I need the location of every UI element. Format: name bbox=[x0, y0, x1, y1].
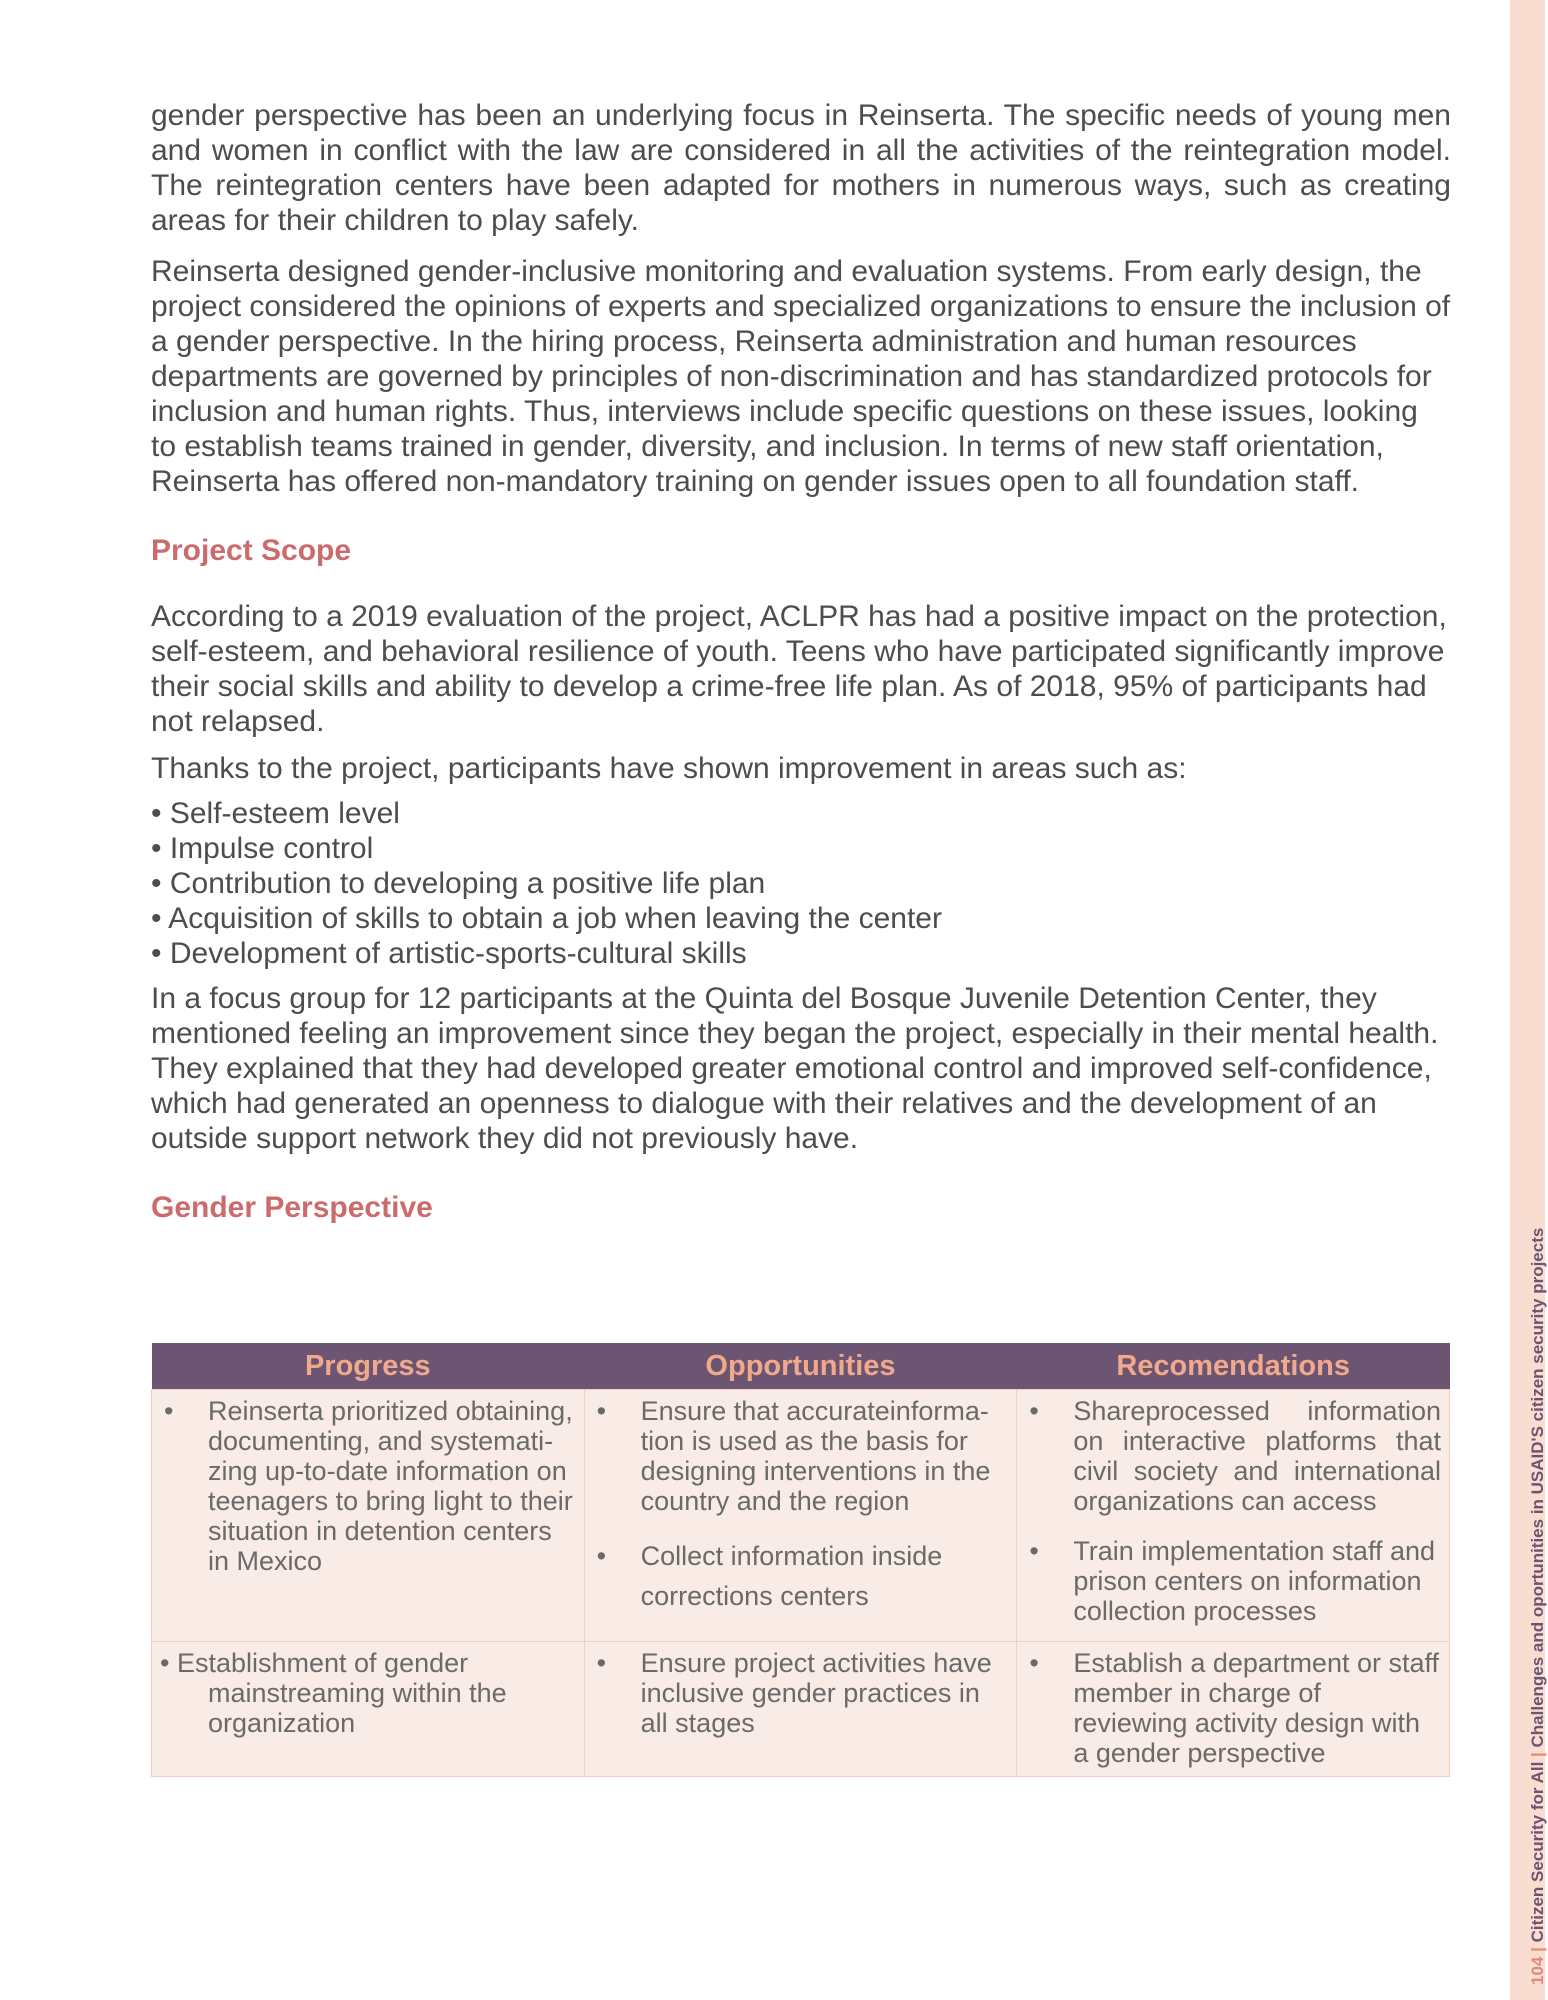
bullet-glyph: • bbox=[596, 1541, 607, 1571]
paragraph-improvement-intro: Thanks to the project, participants have shown improvement in areas such as: bbox=[151, 752, 1187, 785]
bullet-glyph: • bbox=[164, 1396, 174, 1426]
cell-recommendations bbox=[1017, 1390, 1450, 1642]
paragraph-monitoring: Reinserta designed gender-inclusive monitoring and evaluation systems. From early design, the project considered the opinions of experts and specialized organizations to ensure the inclusion of a gender perspective. In the hiring process, Reinserta administration and human resources departments are governed by principles of non-discrimination and has standardized protocols for inclusion and human rights. Thus, interviews include specific questions on these issues, looking to establish teams trained in gender, diversity, and inclusion. In terms of new staff orientation, Reinserta has offered non-mandatory training on gender issues open to all foundation staff. bbox=[151, 255, 1451, 498]
page-number: 104 bbox=[1528, 1956, 1547, 1985]
cell-item bbox=[1025, 1396, 1441, 1516]
table-row bbox=[152, 1642, 1450, 1777]
improvement-list bbox=[151, 796, 1451, 971]
cell-opportunities bbox=[584, 1390, 1017, 1642]
paragraph-gender-focus: gender perspective has been an underlying focus in Reinserta. The specific needs of young men and women in conflict with the law are considered in all the activities of the reintegration model. The reintegration centers have been adapted for mothers in numerous ways, such as creating areas for their children to play safely. bbox=[151, 99, 1451, 237]
cell-item bbox=[593, 1396, 1009, 1516]
bullet-glyph: • bbox=[1029, 1536, 1039, 1566]
cell-item bbox=[593, 1648, 1009, 1738]
heading-gender-perspective: Gender Perspective bbox=[151, 1191, 433, 1224]
cell-item bbox=[1025, 1536, 1441, 1626]
cell-text: Ensure project activities have inclusive gender practices in all stages bbox=[640, 1648, 992, 1738]
gender-perspective-table bbox=[151, 1343, 1450, 1777]
table-row bbox=[152, 1390, 1450, 1642]
cell-text: • Establishment of gender bbox=[160, 1648, 469, 1678]
separator: | bbox=[1528, 1747, 1547, 1762]
list-item: • Self-esteem level bbox=[151, 797, 400, 830]
list-item: • Contribution to developing a positive life plan bbox=[151, 867, 766, 900]
paragraph-evaluation: According to a 2019 evaluation of the project, ACLPR has had a positive impact on the protection, self-esteem, and behavioral resilience of youth. Teens who have participated significantly improve their social skills and ability to develop a crime-free life plan. As of 2018, 95% of participants had not relapsed. bbox=[151, 600, 1447, 738]
header-recommendations: Recomendations bbox=[1017, 1343, 1450, 1390]
cell-recommendations bbox=[1017, 1642, 1450, 1777]
list-item: • Development of artistic-sports-cultural skills bbox=[151, 937, 747, 970]
cell-text: Establish a department or staff member in charge of reviewing activity design with a gender perspective bbox=[1073, 1648, 1440, 1768]
list-item: • Acquisition of skills to obtain a job when leaving the center bbox=[151, 902, 942, 935]
page-content bbox=[151, 98, 1451, 1226]
heading-project-scope: Project Scope bbox=[151, 534, 352, 567]
cell-item bbox=[593, 1536, 1009, 1616]
cell-item bbox=[1025, 1648, 1441, 1768]
cell-text: Ensure that accurateinforma-tion is used as the basis for designing interventions in the country and the region bbox=[640, 1396, 991, 1516]
table-header-row bbox=[152, 1343, 1450, 1390]
header-progress: Progress bbox=[152, 1343, 585, 1390]
bullet-glyph: • bbox=[596, 1648, 607, 1678]
cell-text: Collect information inside corrections centers bbox=[640, 1541, 943, 1611]
cell-text: Train implementation staff and prison centers on information collection processes bbox=[1073, 1536, 1436, 1626]
cell-text: mainstreaming within the organization bbox=[208, 1678, 507, 1738]
list-item: • Impulse control bbox=[151, 832, 374, 865]
separator: | bbox=[1528, 1942, 1547, 1957]
cell-progress bbox=[152, 1642, 585, 1777]
cell-item bbox=[160, 1396, 576, 1576]
cell-text: Shareprocessed information on interactive platforms that civil society and international organizations can access bbox=[1073, 1396, 1441, 1516]
cell-item bbox=[160, 1648, 576, 1738]
bullet-glyph: • bbox=[596, 1396, 607, 1426]
cell-text: Reinserta prioritized obtaining, documenting, and systemati-zing up-to-date information on teenagers to bring light to their situation in detention centers in Mexico bbox=[208, 1396, 573, 1576]
running-footer bbox=[1528, 1228, 1548, 1985]
section-title: Challenges and oportunities in USAID'S citizen security projects bbox=[1528, 1227, 1547, 1748]
cell-progress bbox=[152, 1390, 585, 1642]
paragraph-focus-group: In a focus group for 12 participants at the Quinta del Bosque Juvenile Detention Center, they mentioned feeling an improvement since they began the project, especially in their mental health. They explained that they had developed greater emotional control and improved self-confidence, which had generated an openness to dialogue with their relatives and the development of an outside support network they did not previously have. bbox=[151, 982, 1439, 1155]
report-title: Citizen Security for All bbox=[1528, 1761, 1547, 1943]
cell-opportunities bbox=[584, 1642, 1017, 1777]
header-opportunities: Opportunities bbox=[584, 1343, 1017, 1390]
bullet-glyph: • bbox=[1029, 1648, 1039, 1678]
bullet-glyph: • bbox=[1029, 1396, 1039, 1426]
